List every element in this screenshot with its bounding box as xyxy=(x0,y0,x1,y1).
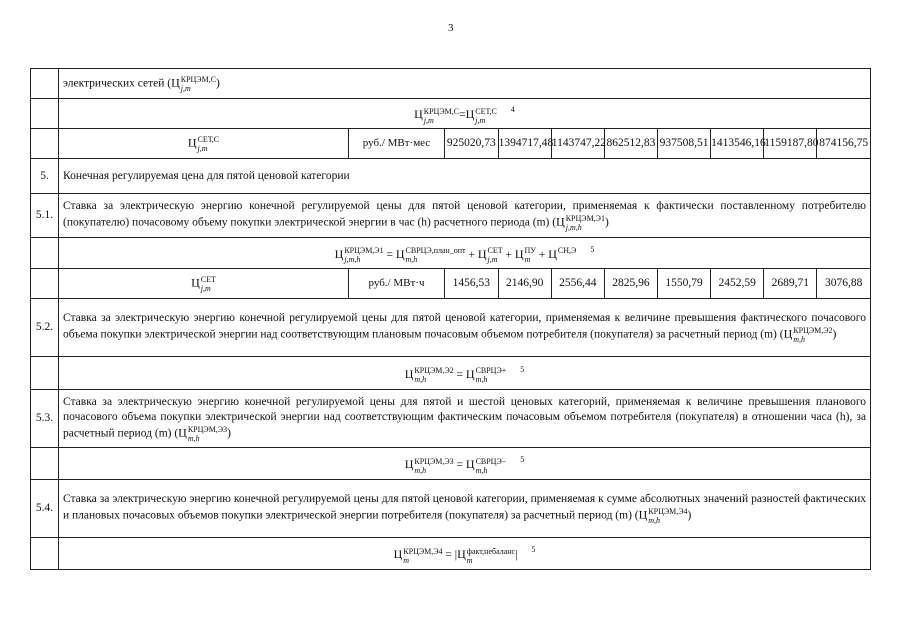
value-cell: 1550,79 xyxy=(658,269,711,298)
row-formula-5-4 xyxy=(31,538,871,570)
value-cell: 2689,71 xyxy=(764,269,817,298)
value-cell: 1413546,16 xyxy=(711,129,764,158)
formula-5-3: Ц КРЦЭМ,Э3 m,h = Ц СВРЦЭ− m,h $^5$ xyxy=(59,448,871,480)
footnote-marker: 5 xyxy=(590,244,595,254)
page-number: 3 xyxy=(448,22,454,34)
continuation-text: электрических сетей (Ц КРЦЭМ,С j,m ) xyxy=(59,69,871,99)
section-description: Ставка за электрическую энергию конечной регулируемой цены для пятой ценовой категории, применяемая к сумме абсолютных значений разностей фактических и плановых почасовых объемов покупки электрической энергии потребителя (покупателя) за расчетный период (m) (Ц КРЦЭМ,Э4 m,h ) xyxy=(59,480,871,538)
unit-cell: руб./ МВт·ч xyxy=(349,269,445,299)
values-grid-2 xyxy=(445,269,870,298)
footnote-marker: 5 xyxy=(531,545,536,555)
formula-5-4: Ц КРЦЭМ,Э4 m = |Ц факт,небаланс m | $^5$ xyxy=(59,538,871,570)
value-cell: 3076,88 xyxy=(817,269,870,298)
section-number: 5.2. xyxy=(31,299,59,357)
section-description: Ставка за электрическую энергию конечной регулируемой цены для пятой и шестой ценовых категорий, применяемая к величине превышения планового почасового объема покупки электрической энергии над соответствующим фактическим почасовым объемом потребителя (покупателя) в отношении часа (h), за расчетный период (m) (Ц КРЦЭМ,Э3 m,h ) xyxy=(59,390,871,448)
value-cell: 1159187,80 xyxy=(764,129,817,158)
value-cell: 2452,59 xyxy=(711,269,764,298)
value-cell: 2556,44 xyxy=(551,269,604,298)
section-description: Ставка за электрическую энергию конечной регулируемой цены для пятой ценовой категории, применяемая к величине превышения фактического почасового объема покупки электрической энергии над соответствующим плановым почасовым объемом потребителя (покупателя) за расчетный период (m) (Ц КРЦЭМ,Э2 m,h ) xyxy=(59,299,871,357)
value-cell: 862512,83 xyxy=(604,129,657,158)
value-cell: 874156,75 xyxy=(817,129,870,158)
footnote-marker: 5 xyxy=(520,455,525,465)
value-cell: 2146,90 xyxy=(498,269,551,298)
section-number: 5.1. xyxy=(31,194,59,238)
values-grid-1 xyxy=(445,129,870,158)
row-formula-5-2 xyxy=(31,357,871,390)
formula-5-1: Ц КРЦЭМ,Э1 j,m,h = Ц СВРЦЭ,план_опт m,h + Ц СЕТ j,m + Ц ПУ m + Ц СН,Э $^5$ xyxy=(59,238,871,269)
formula-4: Ц КРЦЭМ,С j,m =Ц СЕТ,С j,m $^4$ xyxy=(59,99,871,129)
row-section-5-3 xyxy=(31,390,871,448)
row-formula-5-3 xyxy=(31,448,871,480)
row-formula-4 xyxy=(31,99,871,129)
value-cell: 2825,96 xyxy=(604,269,657,298)
footnote-marker: 5 xyxy=(520,364,525,374)
value-cell: 925020,73 xyxy=(446,137,496,149)
row-values-set xyxy=(31,269,871,299)
row-section-5-4 xyxy=(31,480,871,538)
row-number-empty xyxy=(31,69,59,99)
value-cell: 1456,53 xyxy=(452,277,490,289)
value-cell: 1143747,22 xyxy=(551,129,604,158)
value-cell: 937508,51 xyxy=(658,129,711,158)
unit-cell: руб./ МВт·мес xyxy=(349,129,445,159)
row-section-5 xyxy=(31,159,871,194)
section-description: Ставка за электрическую энергию конечной регулируемой цены для пятой ценовой категории, применяемая к фактически поставленному потребителю (покупателю) почасовому объему покупки электрической энергии в час (h) расчетного периода (m) (Ц КРЦЭМ,Э1 j,m,h ) xyxy=(59,194,871,238)
formula-symbol: Ц xyxy=(171,75,180,90)
section-number: 5.4. xyxy=(31,480,59,538)
section-number: 5.3. xyxy=(31,390,59,448)
section-number: 5. xyxy=(31,159,59,194)
row-values-set-c xyxy=(31,129,871,159)
footnote-marker: 4 xyxy=(510,105,515,115)
row-formula-5-1 xyxy=(31,238,871,269)
tariff-table xyxy=(30,68,871,570)
symbol-cell: Ц СЕТ j,m xyxy=(59,269,349,299)
value-cell: 1394717,48 xyxy=(498,129,551,158)
row-section-5-2 xyxy=(31,299,871,357)
section-heading: Конечная регулируемая цена для пятой ценовой категории xyxy=(59,159,871,194)
symbol-cell: Ц СЕТ,С j,m xyxy=(59,129,349,159)
row-continuation xyxy=(31,69,871,99)
row-section-5-1 xyxy=(31,194,871,238)
formula-5-2: Ц КРЦЭМ,Э2 m,h = Ц СВРЦЭ+ m,h $^5$ xyxy=(59,357,871,390)
